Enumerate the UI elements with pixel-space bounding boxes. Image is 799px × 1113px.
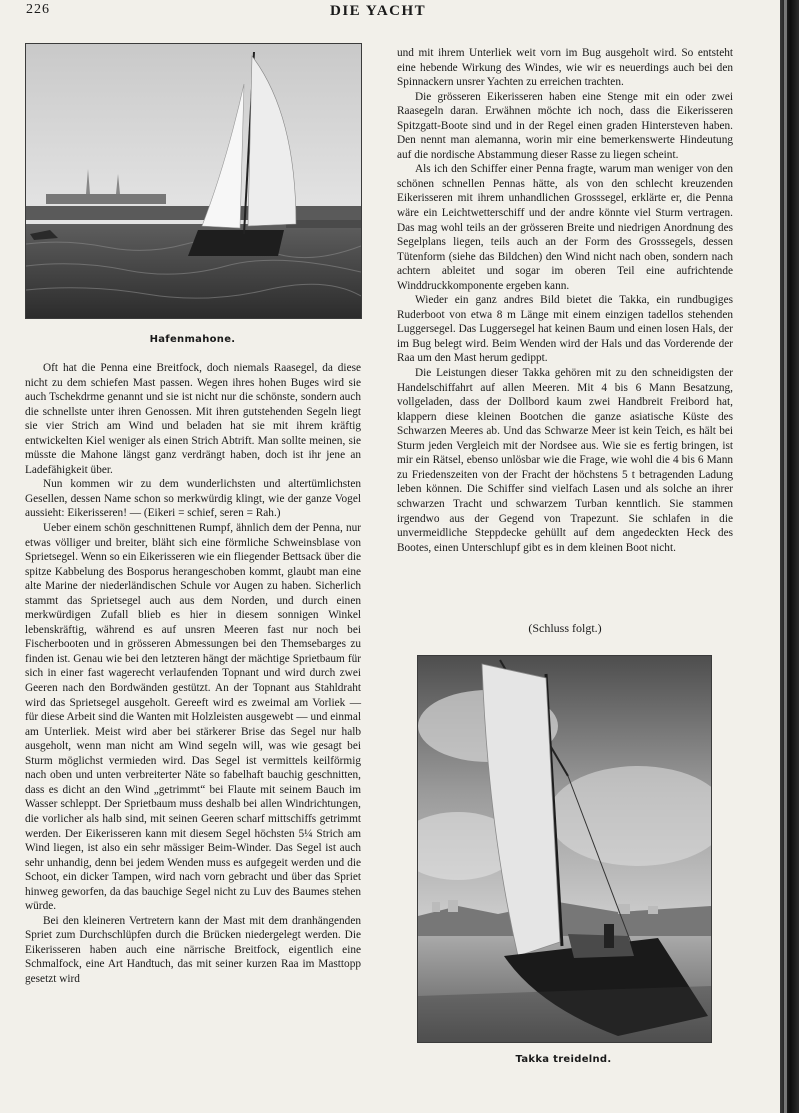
running-title: DIE YACHT	[330, 3, 427, 19]
left-column-text	[25, 361, 361, 987]
right-column-text	[397, 46, 733, 555]
paragraph: Ueber einem schön geschnittenen Rumpf, ähnlich dem der Penna, nur etwas völliger und breiter, bläht sich eine förmliche Schweinsblase von Sprietsegel. Wenn so ein Eikerisseren wie ein fliegender Bettsack über die spitze Kabbelung des Bosporus herangeschoben kommt, glaubt man eine alte Marine der niederländischen Schule vor Augen zu haben. Sicherlich stammt das Sprietsegel auch aus dem Norden, und durch einen merkwürdigen Zufall blieb es hier in diesem sonnigen Winkel lebenskräftig, während es auf unsren Meeren fast nur noch bei Fischerbooten und in grösseren Abmessungen bei den Themsebarges zu finden ist. Genau wie bei den letzteren hängt der mächtige Sprietbaum für sich in einer fast wagerecht verlaufenden Topnant und wird durch zwei Geeren nach den Bordwänden gestützt. An der Topnant aus Stahldraht wird das Sprietsegel ausgeholt. Gereeft wird es zweimal am Vorliek — für diese Arbeit sind die Wanten mit Holzleisten ausgewebt — und einmal am Unterliek. Meist wird aber bei stärkerer Brise das Segel nur halb ausgeholt, wenn man nicht am Wind segeln will, was wie gesagt bei Sturm möglichst vermieden wird. Das Segel ist vermittels keilförmig nach oben und unten verbreiterter Näte so fabelhaft bauchig geschnitten, dass es dicht an den Wind „getrimmt“ bei Flaute mit seinem Bauch im Wasser schleppt. Der Sprietbaum muss deshalb bei allen Windrichtungen, die vorlicher als halb sind, mit seinen Geeren scharf mittschiffs getrimmt werden. Der Eikerisseren kann mit diesem Segel höchsten 5¼ Strich am Wind liegen, ist also ein sehr mässiger Beim-Winder. Das Segel ist auch sehr unhandig, denn bei jedem Wenden muss es aufgegeit werden und die Schoot, ein dicker Tampen, wird nach vorn gebracht und über das Spriet hinweg geworfen, da das bauchige Segel nicht zu Luv des Baumes stehen würde.	[25, 522, 361, 913]
paragraph: Bei den kleineren Vertretern kann der Mast mit dem dranhängenden Spriet zum Durchschlüpfen durch die Brücken niedergelegt werden. Die Eikerisseren haben auch eine närrische Breitfock, eigentlich eine Schmalfock, eine Art Handtuch, das mit seiner kurzen Raa im Masttopp gesetzt wird	[25, 914, 361, 985]
paragraph: Wieder ein ganz andres Bild bietet die Takka, ein rundbugiges Ruderboot von etwa 8 m Länge mit einem einzigen tadellos stehenden Luggersegel. Das Luggersegel hat keinen Baum und einen losen Hals, der im Bug belegt wird. Beim Wenden wird der Hals und das Vorderende der Raa um den Mast herum gedippt.	[397, 294, 733, 365]
photo-takka-towing	[417, 655, 712, 1043]
paragraph: Die Leistungen dieser Takka gehören mit zu den schneidigsten der Handelschiffahrt auf allen Meeren. Mit 4 bis 6 Mann Besatzung, vollgeladen, dass der Dollbord kaum zwei Handbreit Freibord hat, klappern diese kleinen Bootchen die ganze asiatische Küste des Schwarzen Meeres ab. Und das Schwarze Meer ist kein Teich, es hält bei Sturm jeden Vergleich mit der Nordsee aus. Wie sie es fertig bringen, ist mir ein Rätsel, ebenso unlösbar wie die Frage, wie wohl die 4 bis 6 Mann zu Friedenszeiten von der Fracht der höchstens 5 t betragenden Ladung leben können. Die Schiffer sind vielfach Lasen und als solche an ihrer schwarzen Tracht und schwarzem Turban kenntlich. Sie stammen irgendwo aus der Gegend von Trapezunt. Sie schlafen in die unvermeidliche Steppdecke gehüllt auf dem angedeckten Heck des Bootes, einen Unterschlupf gibt es in dem kleinen Boot nicht.	[397, 367, 733, 554]
paragraph: Nun kommen wir zu dem wunderlichsten und altertümlichsten Gesellen, dessen Name schon so merkwürdig klingt, wie der ganze Vogel aussieht: Eikerisseren! — (Eikeri = schief, seren = Rah.)	[25, 478, 361, 520]
sailboat-photo-image	[26, 44, 361, 318]
paragraph: und mit ihrem Unterliek weit vorn im Bug ausgeholt wird. So entsteht eine hebende Wirkung des Windes, wie wir es neuerdings auch bei den Spinnackern unsrer Yachten zu erreichen trachten.	[397, 47, 733, 89]
figure-bottom-caption: Takka treidelnd.	[515, 1054, 612, 1065]
continued-note: (Schluss folgt.)	[528, 621, 602, 635]
paragraph: Die grösseren Eikerisseren haben eine Stenge mit ein oder zwei Raasegeln daran. Erwähnen möchte ich noch, dass die Eikerisseren Spitzgatt-Boote sind und in der Regel einen graden Hintersteven haben. Den nennt man alemanna, worin mir eine bemerkenswerte Hindeutung auf die nordische Abstammung dieser Rasse zu liegen scheint.	[397, 90, 733, 161]
paragraph: Oft hat die Penna eine Breitfock, doch niemals Raasegel, da diese nicht zu dem schiefen Mast passen. Wegen ihres hohen Buges wird sie auch Tschekdrme genannt und sie ist nicht nur die schönste, sondern auch die schnellste unter ihren Genossen. Mit ihren gutstehenden Segeln liegt sie vier Strich am Wind und beladen hat sie mit ihrem kräftig entwickelten Kiel weniger als einen Strich Abtrift. Man sollte meinen, sie müsste die Mahone längst ganz verdrängt haben, doch ist ihr jene an Ladefähigkeit über.	[25, 362, 361, 476]
photo-harbour-mahone	[25, 43, 362, 319]
page-number: 226	[26, 2, 50, 17]
book-spine-edge	[780, 0, 799, 1113]
paragraph: Als ich den Schiffer einer Penna fragte, warum man weniger von den schönen schnellen Pennas hätte, als von den schlecht kreuzenden Eikerisseren mit ihrem unhandlichen Grosssegel, erklärte er, die Penna wäre ein Leichtwetterschiff und der andre könnte viel Sturm vertragen. Das mag wohl teils an der grösseren Breite und niedrigen Anordnung des Segelplans liegen, teils auch an der Form des Grosssegels, dessen Tütenform (siehe das Bildchen) den Wind nicht nach oben, sondern nach achtern ableitet und sogar im oberen Teil eine aufrichtende Winddruckkomponente ergeben kann.	[397, 163, 733, 292]
takka-photo-image	[418, 656, 711, 1042]
figure-top-caption: Hafenmahone.	[149, 334, 236, 345]
